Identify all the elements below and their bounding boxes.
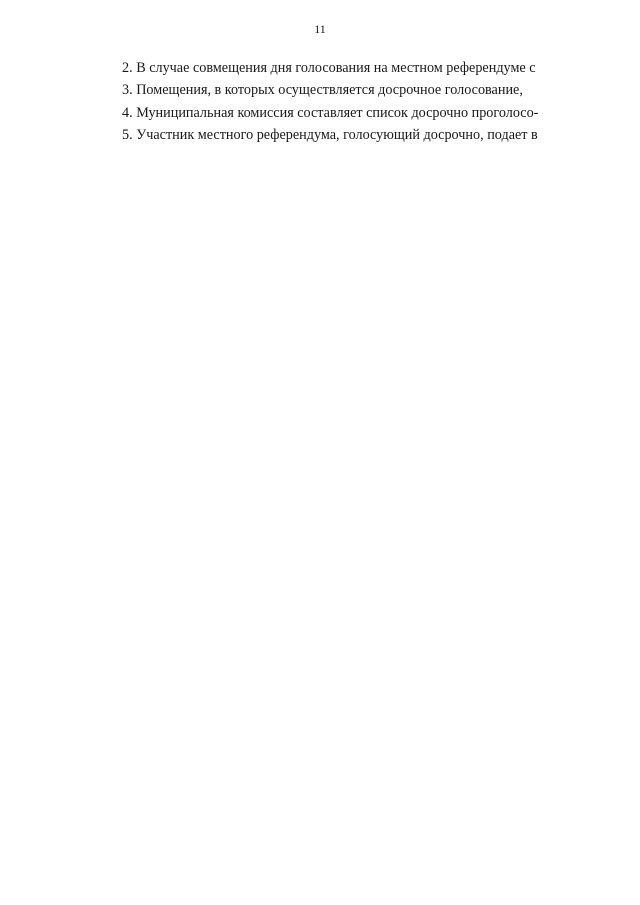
paragraph-5: 5. Участник местного референдума, голосующий досрочно, подает в bbox=[122, 126, 538, 143]
page-number: 11 bbox=[314, 22, 326, 36]
paragraph-2: 2. В случае совмещения дня голосования на местном референдуме с bbox=[122, 60, 536, 76]
paragraph-4: 4. Муниципальная комиссия составляет список досрочно проголосо- bbox=[122, 104, 539, 121]
document-body bbox=[88, 60, 576, 143]
paragraph-3: 3. Помещения, в которых осуществляется досрочное голосование, bbox=[122, 82, 523, 99]
